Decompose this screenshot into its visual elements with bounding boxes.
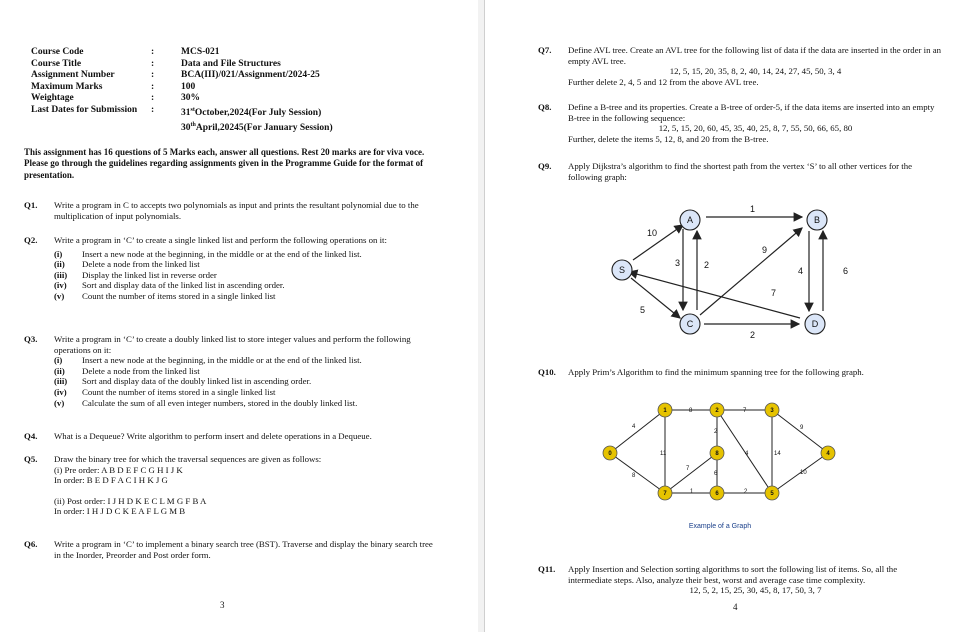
meta-row-course-code: Course Code : MCS-021 [31,47,220,57]
q3-item: (ii) Delete a node from the linked list [54,365,200,376]
weight-6-7: 1 [690,489,694,495]
q5-inorder-1: In order: B E D F A C I H K J G [54,475,168,486]
weight-5-6: 2 [744,489,748,495]
edge-s-a [633,225,683,260]
weight-c-d: 2 [750,330,756,340]
weight-c-b: 9 [762,245,768,255]
node-label-8: 8 [715,451,719,457]
node-label-5: 5 [770,491,774,497]
node-label-1: 1 [663,408,667,414]
meta-row-assignment-number: Assignment Number : BCA(III)/021/Assignment/2024-25 [31,70,320,81]
q3-item: (v) Calculate the sum of all even integer numbers, stored in the doubly linked list. [54,397,358,408]
question-q6: Q6. Write a program in ‘C’ to implement a binary search tree (BST). Traverse and display the binary search tree in the Inorder, Preorder and Post order form. [24,539,433,560]
weight-a-b: 1 [750,204,756,214]
weight-c-a: 2 [704,260,710,270]
prim-graph [590,395,850,535]
weight-a-c: 3 [675,258,681,268]
question-q9: Q9. Apply Dijkstra’s algorithm to find the shortest path from the vertex ‘S’ to all other vertices for the following graph: [538,161,913,182]
last-date-january: 30thApril,20245(For January Session) [181,121,333,133]
edge-c-b [700,228,802,315]
question-q1: Q1. Write a program in C to accepts two polynomials as input and prints the resultant polynomial due to the multiplication of input polynomials. [24,200,419,221]
edge-0-7 [610,453,665,493]
node-label-a: A [686,215,694,225]
q2-item: (iv) Sort and display data of the linked list in ascending order. [54,280,285,291]
q2-item: (i) Insert a new node at the beginning, in the middle or at the end of the linked list. [54,248,362,259]
weight-4-5: 10 [800,470,807,476]
edge-3-4 [772,410,828,453]
node-label-s: S [618,265,626,275]
node-label-7: 7 [663,491,667,497]
edge-7-8 [665,453,717,493]
q2-item: (v) Count the number of items stored in a single linked list [54,290,276,301]
weight-s-c: 5 [640,305,646,315]
q2-item: (ii) Delete a node from the linked list [54,259,200,270]
graph-caption: Example of a Graph [688,523,752,530]
q7-sequence: 12, 5, 15, 20, 35, 8, 2, 40, 14, 24, 27, 45, 50, 3, 4 [669,66,842,77]
node-label-0: 0 [608,451,612,457]
page-number: 4 [733,602,738,612]
q5-postorder: (ii) Post order: I J H D K E C L M G F B A [54,495,207,506]
meta-row-course-title: Course Title : Data and File Structures [31,58,281,69]
q3-item: (i) Insert a new node at the beginning, in the middle or at the end of the linked list. [54,355,362,366]
weight-7-8: 7 [686,466,690,472]
meta-row-weightage: Weightage : 30% [31,93,200,104]
weight-3-5: 14 [774,451,781,457]
node-label-c: C [686,319,694,329]
node-label-4: 4 [826,451,830,457]
question-q11: Q11. Apply Insertion and Selection sorting algorithms to sort the following list of items. So, all the intermediate steps. Also, analyze their best, worst and average case time complexity. 12, 5, 2, 15, 25, 30, 45, 8, 17, 50, 3, 7 [538,564,943,596]
weight-1-7: 11 [660,451,667,457]
weight-d-s: 7 [771,288,777,298]
weight-b-d: 4 [798,266,804,276]
question-q7: Q7. Define AVL tree. Create an AVL tree for the following list of data if the data are inserted in the order in an empty AVL tree. 12, 5, 15, 20, 35, 8, 2, 40, 14, 24, 27, 45, 50, 3, 4 Further delete 2, 4, 5 and 12 from the above AVL tree. [538,45,942,87]
node-label-d: D [811,319,819,329]
q5-inorder-2: In order: I H J D C K E A F L G M B [54,506,186,517]
meta-row-maximum-marks: Maximum Marks : 100 [31,81,196,92]
assignment-instructions: This assignment has 16 questions of 5 Marks each, answer all questions. Rest 20 marks are for viva voce. Please go through the guidelines regarding assignments given in the Programme Guide for the format of presentation. [24,147,425,180]
course-meta-table [31,47,441,134]
weight-d-b: 6 [843,266,849,276]
edge-0-1 [610,410,665,453]
weight-1-2: 8 [689,408,693,414]
page-right [484,0,968,632]
node-label-6: 6 [715,491,719,497]
weight-0-7: 8 [632,473,636,479]
q5-preorder: (i) Pre order: A B D E F C G H I J K [54,464,183,475]
page-number: 3 [220,600,225,610]
weight-s-a: 10 [647,228,658,238]
question-q4: Q4. What is a Dequeue? Write algorithm to perform insert and delete operations in a Dequeue. [24,431,372,441]
meta-row-last-dates: Last Dates for Submission : 31stOctober,2024(For July Session) 30thApril,20245(For January Session) [31,104,333,133]
q11-sequence: 12, 5, 2, 15, 25, 30, 45, 8, 17, 50, 3, 7 [689,585,822,596]
node-label-2: 2 [715,408,719,414]
last-date-july: 31stOctober,2024(For July Session) [181,106,322,119]
node-label-3: 3 [770,408,774,414]
q8-sequence: 12, 5, 15, 20, 60, 45, 35, 40, 25, 8, 7, 55, 50, 66, 65, 80 [658,123,853,134]
q3-item: (iii) Sort and display data of the doubly linked list in ascending order. [54,376,312,387]
weight-2-8: 2 [714,429,718,435]
question-q10: Q10. Apply Prim’s Algorithm to find the minimum spanning tree for the following graph. [538,367,864,377]
q2-item: (iii) Display the linked list in reverse order [54,269,217,280]
q3-item: (iv) Count the number of items stored in a single linked list [54,386,276,397]
question-q2: Q2. Write a program in ‘C’ to create a single linked list and perform the following operations on it: (i) Insert a new node at the beginning, in the middle or at the end of the linked list. (ii) Delete a node from the linked list (iii) Display the linked list in reverse order (iv) Sort and display data of the linked list in ascending order. (v) Count the number of items stored in a single linked list [24,235,434,302]
weight-3-4: 9 [800,425,804,431]
weight-0-1: 4 [632,424,636,430]
question-q3: Q3. Write a program in ‘C’ to create a doubly linked list to store integer values and perform the following operations on it: (i) Insert a new node at the beginning, in the middle or at the end of the linked list. (ii) Delete a node from the linked list (iii) Sort and display data of the doubly linked list in ascending order. (iv) Count the number of items stored in a single linked list (v) Calculate the sum of all even integer numbers, stored in the doubly linked list. [24,334,434,408]
question-q5: Q5. Draw the binary tree for which the traversal sequences are given as follows: (i) Pre order: A B D E F C G H I J K In order: B E D F A C I H K J G (ii) Post order: I J H D K E C L M G F B A In order: I H J D C K E A F L G M B [24,454,434,517]
weight-6-8: 6 [714,471,718,477]
weight-2-3: 7 [743,408,747,414]
node-label-b: B [813,215,821,225]
page-left [0,0,479,632]
question-q8: Q8. Define a B-tree and its properties. Create a B-tree of order-5, if the data items are inserted into an empty B-tree in the following sequence: 12, 5, 15, 20, 60, 45, 35, 40, 25, 8, 7, 55, 50, 66, 65, 80 Further, delete the items 5, 12, 8, and 20 from the B-tree. [538,102,943,144]
weight-2-5: 4 [745,451,749,457]
dijkstra-graph [595,198,865,348]
